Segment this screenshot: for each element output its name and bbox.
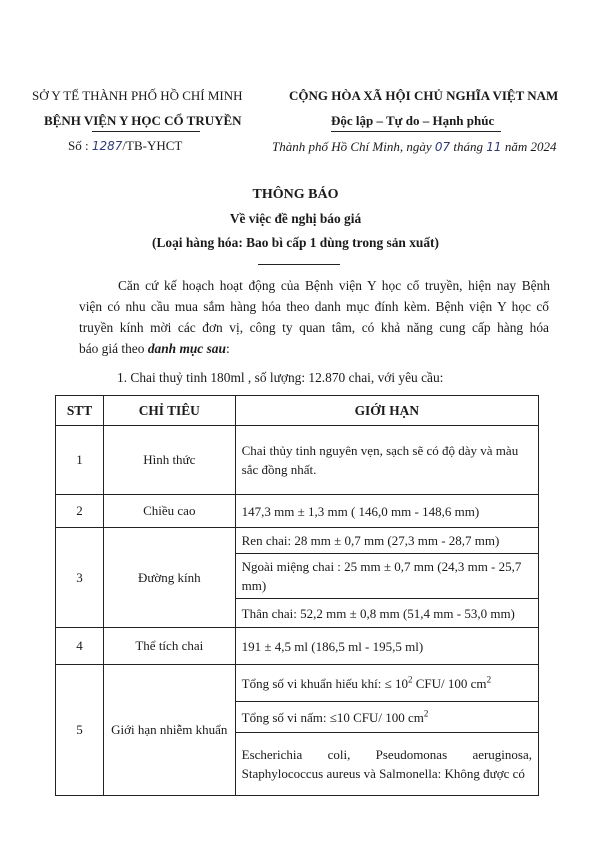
- document-date: [272, 139, 556, 155]
- table-row: [56, 426, 539, 495]
- body-line-4-emphasis: danh mục sau: [147, 341, 226, 356]
- document-number: [68, 138, 182, 154]
- number-handwritten: 1287: [91, 139, 123, 153]
- cell-limit: 191 ± 4,5 ml (186,5 ml - 195,5 ml): [235, 628, 538, 665]
- limit-line: Staphylococcus aureus và Salmonella: Không được có: [241, 766, 525, 781]
- cell-limit: Thân chai: 52,2 mm ± 0,8 mm (51,4 mm - 53,0 mm): [235, 599, 538, 628]
- table-row: [56, 495, 539, 528]
- cell-limit: Ngoài miệng chai : 25 mm ± 0,7 mm (24,3 mm - 25,7 mm): [235, 554, 538, 599]
- number-suffix: /TB-YHCT: [122, 138, 183, 153]
- table-row: [56, 628, 539, 665]
- body-line-4-prefix: báo giá theo: [79, 341, 145, 356]
- national-motto: Độc lập – Tự do – Hạnh phúc: [331, 113, 495, 128]
- national-title: CỘNG HÒA XÃ HỘI CHỦ NGHĨA VIỆT NAM: [289, 88, 559, 103]
- notice-goods-type: (Loại hàng hóa: Bao bì cấp 1 dùng trong sản xuất): [152, 235, 439, 250]
- cell-criterion: Giới hạn nhiễm khuẩn: [103, 665, 235, 796]
- cell-stt: 2: [56, 495, 104, 528]
- limit-line: Escherichia coli, Pseudomonas aeruginosa,: [241, 747, 532, 762]
- cell-criterion: Hình thức: [103, 426, 235, 495]
- cell-stt: 1: [56, 426, 104, 495]
- header-stt: STT: [56, 396, 104, 426]
- limit-sup: 2: [423, 708, 429, 719]
- table-header-row: [56, 396, 539, 426]
- item-intro: 1. Chai thuỷ tinh 180ml , số lượng: 12.870 chai, với yêu cầu:: [117, 370, 444, 385]
- body-line-2: viện có nhu cầu mua sắm hàng hóa theo danh mục đính kèm. Bệnh viện Y học cổ: [79, 299, 549, 314]
- date-prefix: Thành phố Hồ Chí Minh, ngày: [272, 139, 432, 154]
- cell-stt: 5: [56, 665, 104, 796]
- header-limits: GIỚI HẠN: [235, 396, 538, 426]
- limit-sup: 2: [486, 674, 492, 685]
- agency-name: SỞ Y TẾ THÀNH PHỐ HỒ CHÍ MINH: [32, 88, 243, 103]
- notice-title: THÔNG BÁO: [252, 187, 339, 202]
- header-underline-left: [92, 131, 200, 132]
- limit-sup: 2: [408, 674, 413, 685]
- date-month: 11: [486, 140, 502, 154]
- cell-criterion: Thể tích chai: [103, 628, 235, 665]
- header-criterion: CHỈ TIÊU: [103, 396, 235, 426]
- cell-limit: [235, 702, 538, 733]
- date-suffix: năm 2024: [504, 139, 557, 154]
- cell-stt: 4: [56, 628, 104, 665]
- cell-limit: Chai thủy tinh nguyên vẹn, sạch sẽ có độ dày và màu sắc đồng nhất.: [235, 426, 538, 495]
- cell-stt: 3: [56, 528, 104, 628]
- cell-limit: Ren chai: 28 mm ± 0,7 mm (27,3 mm - 28,7 mm): [235, 528, 538, 554]
- body-line-4-suffix: :: [225, 341, 230, 356]
- number-prefix: Số :: [68, 138, 89, 153]
- cell-criterion: Chiều cao: [103, 495, 235, 528]
- limit-text: Tổng số vi khuẩn hiếu khí: ≤ 10: [241, 675, 409, 691]
- body-line-3: truyền kính mời các đơn vị, công ty quan tâm, có khả năng cung cấp hàng hóa: [79, 320, 549, 335]
- date-mid: tháng: [453, 139, 484, 154]
- hospital-name: BỆNH VIỆN Y HỌC CỔ TRUYỀN: [44, 113, 242, 128]
- header-underline-right: [331, 131, 501, 132]
- date-day: 07: [434, 140, 451, 154]
- limit-text: Tổng số vi nấm: ≤10 CFU/ 100 cm: [241, 709, 424, 725]
- limit-unit: CFU/ 100 cm: [412, 675, 487, 691]
- cell-criterion: Đường kính: [103, 528, 235, 628]
- notice-subject: Về việc đề nghị báo giá: [229, 211, 362, 226]
- cell-limit: [235, 665, 538, 702]
- table-row: [56, 528, 539, 554]
- body-line-1: Căn cứ kế hoạch hoạt động của Bệnh viện Y học cổ truyền, hiện nay Bệnh: [118, 278, 550, 293]
- body-line-4: [79, 338, 549, 359]
- table-row: [56, 665, 539, 702]
- cell-limit: 147,3 mm ± 1,3 mm ( 146,0 mm - 148,6 mm): [235, 495, 538, 528]
- title-underline: [258, 264, 340, 265]
- requirements-table: [55, 395, 539, 796]
- cell-limit: [235, 733, 538, 796]
